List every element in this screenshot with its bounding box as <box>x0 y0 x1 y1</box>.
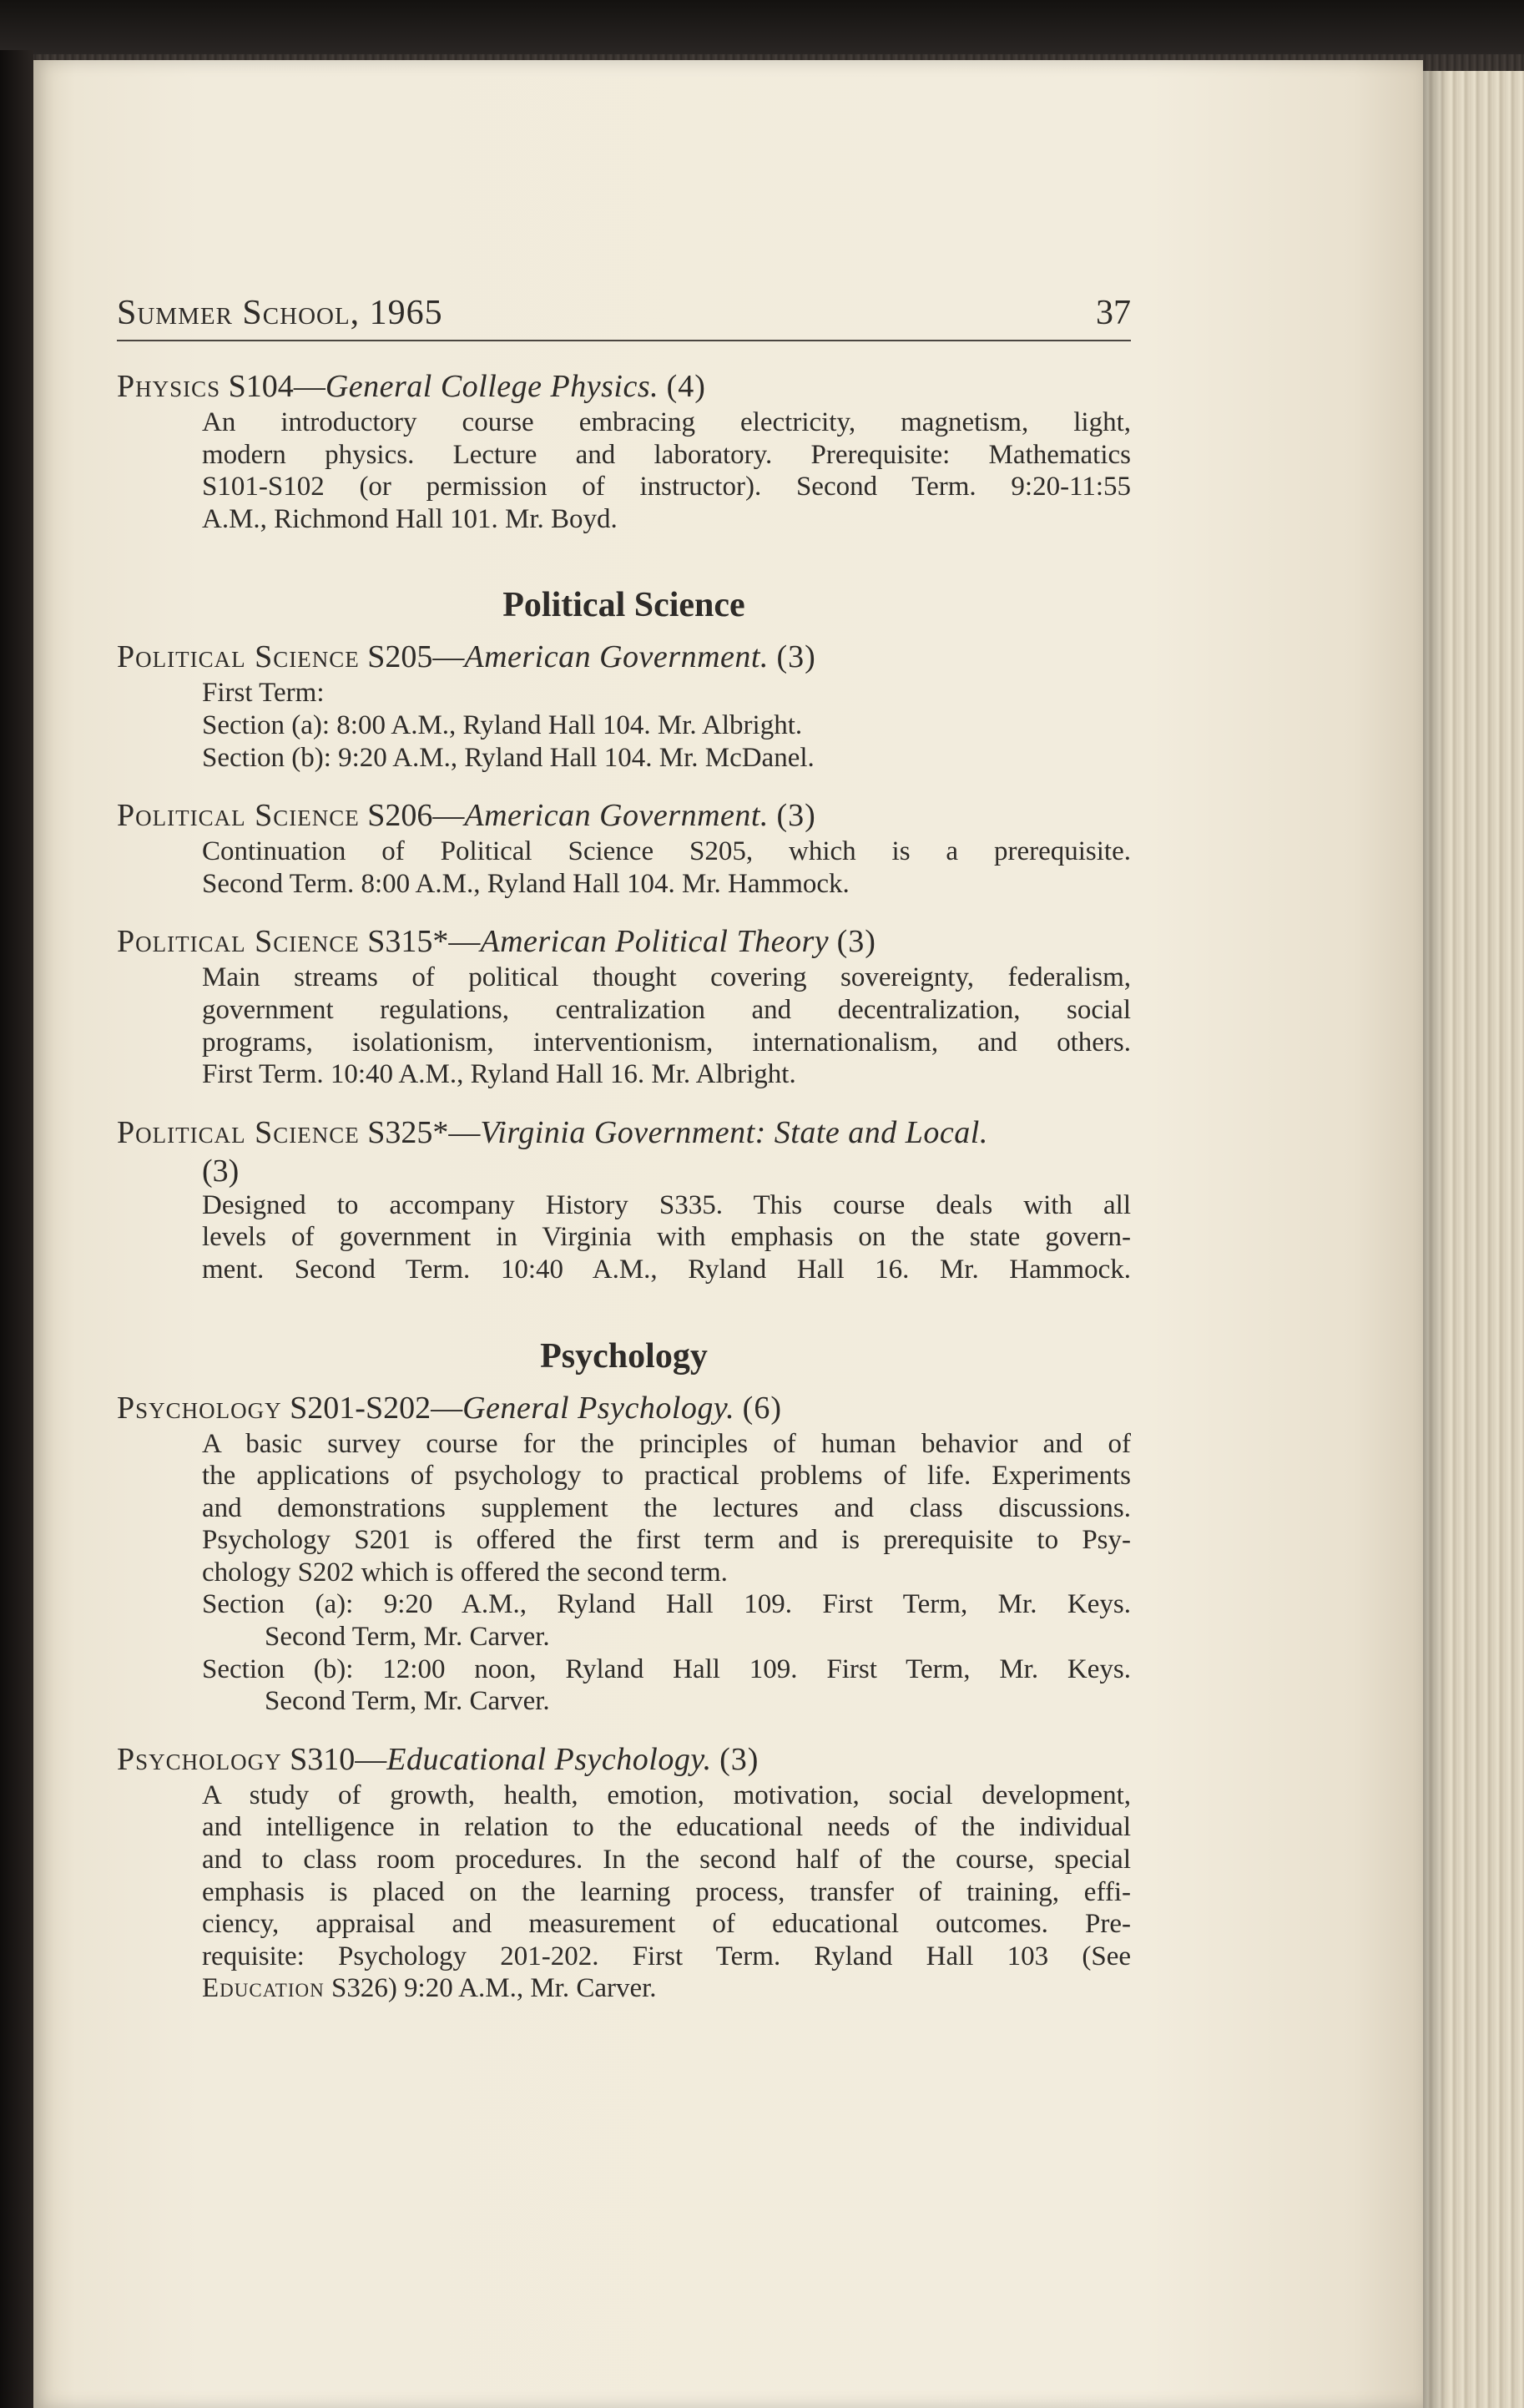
course-entry-polisci-s205 <box>117 637 1131 774</box>
course-name: American Government. <box>464 798 769 834</box>
description-line: requisite: Psychology 201-202. First Term. Ryland Hall 103 (See <box>202 1941 1131 1971</box>
course-number: S205 <box>367 639 433 675</box>
description-line: Section (a): 8:00 A.M., Ryland Hall 104. Mr. Albright. <box>202 709 803 740</box>
course-title-line <box>117 1388 1131 1428</box>
course-credit-wrapped <box>117 1153 1131 1189</box>
course-dash: — <box>431 1390 463 1426</box>
description-line: Second Term, Mr. Carver. <box>265 1686 550 1717</box>
course-department: Political Science <box>117 798 360 834</box>
description-line: the applications of psychology to practical problems of life. Experiments <box>202 1461 1131 1492</box>
description-line: levels of government in Virginia with emphasis on the state govern- <box>202 1222 1131 1253</box>
course-dash: — <box>293 369 325 404</box>
cross-reference-department: Education <box>202 1973 325 2004</box>
description-line: and to class room procedures. In the second half of the course, special <box>202 1845 1131 1875</box>
course-name: Virginia Government: State and Local. <box>480 1114 988 1150</box>
description-line: Second Term, Mr. Carver. <box>265 1622 550 1653</box>
course-number: S201-S202 <box>290 1390 431 1426</box>
description-line: programs, isolationism, interventionism, internationalism, and others. <box>202 1027 1131 1058</box>
course-credit: (3) <box>776 798 816 834</box>
course-department: Political Science <box>117 639 360 675</box>
course-title-line <box>117 921 1131 962</box>
description-line: chology S202 which is offered the second term. <box>202 1557 728 1588</box>
course-number: S325* <box>367 1114 449 1150</box>
description-line: First Term: <box>202 678 325 709</box>
course-name: General College Physics. <box>325 369 659 404</box>
course-credit: (4) <box>666 369 706 404</box>
course-entry-polisci-s325 <box>117 1113 1131 1286</box>
course-number: S104 <box>228 369 294 404</box>
course-entry-polisci-s206 <box>117 795 1131 900</box>
description-line: Main streams of political thought covering sovereignty, federalism, <box>202 962 1131 993</box>
course-number: S310 <box>290 1741 356 1777</box>
description-line: A study of growth, health, emotion, motivation, social development, <box>202 1779 1131 1810</box>
course-dash: — <box>355 1741 387 1777</box>
description-line: Psychology S201 is offered the first term and is prerequisite to Psy- <box>202 1525 1131 1556</box>
course-entry-polisci-s315 <box>117 921 1131 1090</box>
course-dash: — <box>432 798 465 834</box>
page-content <box>117 296 1131 2005</box>
description-line: Second Term. 8:00 A.M., Ryland Hall 104. Mr. Hammock. <box>202 868 850 899</box>
course-title-line <box>117 1113 1131 1153</box>
description-line: Continuation of Political Science S205, which is a prerequisite. <box>202 836 1131 867</box>
course-description <box>117 1189 1131 1286</box>
description-line: Designed to accompany History S335. This course deals with all <box>202 1189 1131 1220</box>
running-head-title: Summer School, 1965 <box>117 294 443 332</box>
course-description <box>117 962 1131 1090</box>
description-line: modern physics. Lecture and laboratory. Prerequisite: Mathematics <box>202 439 1131 470</box>
cross-reference-rest: S326) 9:20 A.M., Mr. Carver. <box>324 1973 657 2004</box>
course-department: Political Science <box>117 1114 360 1150</box>
course-dash: — <box>448 1114 481 1150</box>
course-credit: (3) <box>719 1741 759 1777</box>
course-number: S206 <box>367 798 433 834</box>
course-description <box>117 835 1131 900</box>
description-line: ment. Second Term. 10:40 A.M., Ryland Hall 16. Mr. Hammock. <box>202 1254 1131 1285</box>
course-department: Psychology <box>117 1390 282 1426</box>
course-title-line <box>117 637 1131 677</box>
course-department: Political Science <box>117 924 360 960</box>
course-credit: (6) <box>742 1390 782 1426</box>
course-credit: (3) <box>776 639 816 675</box>
course-title-line <box>117 366 1131 406</box>
course-description <box>117 1779 1131 2005</box>
course-credit: (3) <box>202 1153 240 1189</box>
description-line: government regulations, centralization and decentralization, social <box>202 994 1131 1025</box>
section-heading-political-science: Political Science <box>502 586 745 625</box>
description-line: and intelligence in relation to the educational needs of the individual <box>202 1812 1131 1843</box>
description-line: Section (b): 12:00 noon, Ryland Hall 109. First Term, Mr. Keys. <box>202 1653 1131 1684</box>
page-number: 37 <box>1096 294 1131 332</box>
course-description <box>117 1428 1131 1718</box>
description-line <box>202 1972 1131 2005</box>
course-description <box>117 677 1131 774</box>
description-line: emphasis is placed on the learning process, transfer of training, effi- <box>202 1876 1131 1907</box>
description-line: First Term. 10:40 A.M., Ryland Hall 16. Mr. Albright. <box>202 1059 796 1090</box>
course-number: S315* <box>367 924 449 960</box>
course-name: Educational Psychology. <box>386 1741 712 1777</box>
description-line: ciency, appraisal and measurement of educational outcomes. Pre- <box>202 1909 1131 1940</box>
course-department: Psychology <box>117 1741 282 1777</box>
course-description <box>117 406 1131 535</box>
description-line: S101-S102 (or permission of instructor). Second Term. 9:20-11:55 <box>202 472 1131 502</box>
course-credit: (3) <box>836 924 876 960</box>
course-dash: — <box>448 924 481 960</box>
section-heading-psychology: Psychology <box>540 1336 708 1376</box>
course-entry-physics-s104 <box>117 366 1131 535</box>
description-line: Section (b): 9:20 A.M., Ryland Hall 104. Mr. McDanel. <box>202 742 815 773</box>
course-name: American Political Theory <box>480 924 830 960</box>
page-edges-right <box>1423 71 1524 2408</box>
course-name: General Psychology. <box>462 1390 735 1426</box>
course-department: Physics <box>117 369 221 404</box>
course-title-line <box>117 795 1131 835</box>
course-name: American Government. <box>464 639 769 675</box>
course-dash: — <box>432 639 465 675</box>
running-head <box>117 296 1131 341</box>
description-line: and demonstrations supplement the lectures and class discussions. <box>202 1492 1131 1523</box>
description-line: A basic survey course for the principles of human behavior and of <box>202 1428 1131 1459</box>
description-line: An introductory course embracing electricity, magnetism, light, <box>202 407 1131 437</box>
course-entry-psychology-s310 <box>117 1739 1131 2005</box>
course-title-line <box>117 1739 1131 1779</box>
description-line: A.M., Richmond Hall 101. Mr. Boyd. <box>202 503 618 534</box>
course-entry-psychology-s201 <box>117 1388 1131 1718</box>
description-line: Section (a): 9:20 A.M., Ryland Hall 109. First Term, Mr. Keys. <box>202 1589 1131 1620</box>
book-spine-left <box>0 50 33 2408</box>
